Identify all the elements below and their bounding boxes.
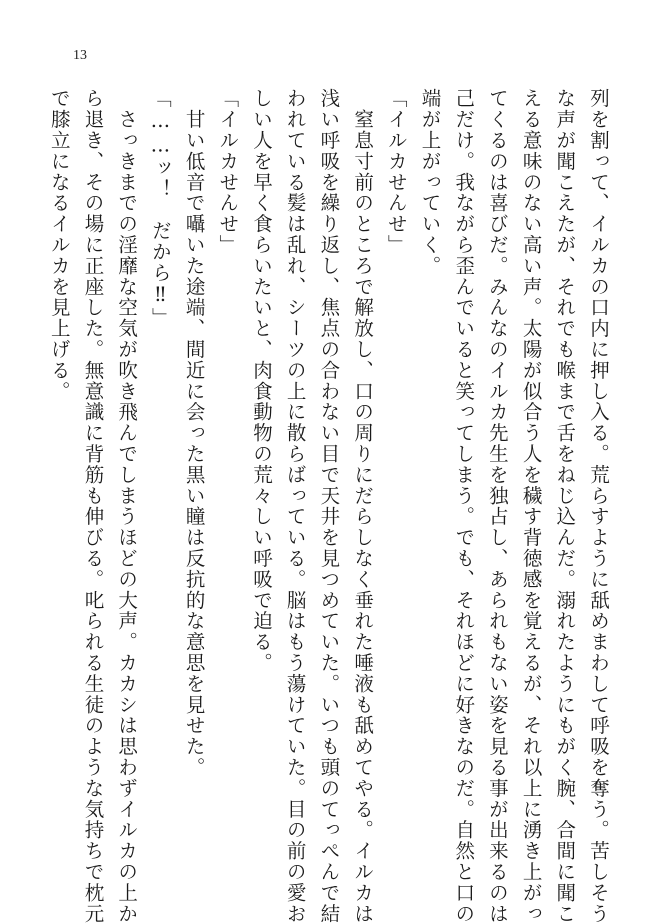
text-line: える意味のない高い声。太陽が似合う人を穢す背徳感を覚えるが、それ以上に湧き上がっ: [519, 88, 543, 924]
text-line: な声が聞こえたが、それでも喉まで舌をねじ込んだ。溺れたようにもがく腕、合間に聞こ: [553, 88, 577, 924]
vertical-body-text: [31, 88, 615, 924]
text-line: 列を割って、イルカの口内に押し入る。荒らすように舐めまわして呼吸を奪う。苦しそう: [587, 88, 610, 924]
text-line: 窒息寸前のところで解放し、口の周りにだらしなく垂れた唾液も舐めてやる。イルカは: [351, 88, 375, 924]
text-line: てくるのは喜びだ。みんなのイルカ先生を独占し、あられもない姿を見る事が出来るのは: [485, 88, 509, 924]
text-line: で膝立になるイルカを見上げる。: [47, 88, 71, 402]
text-line: 端が上がっていく。: [418, 88, 442, 277]
text-line: 「……ッ！ だから‼」: [148, 88, 172, 329]
text-line: 「イルカせんせ」: [216, 88, 240, 256]
text-line: 己だけ。我ながら歪んでいると笑ってしまう。でも、それほどに好きなのだ。自然と口の: [452, 88, 476, 924]
text-line: しい人を早く食らいたいと、肉食動物の荒々しい呼吸で迫る。: [249, 88, 273, 674]
text-line: ら退き、その場に正座した。無意識に背筋も伸びる。叱られる生徒のような気持ちで枕元: [81, 88, 105, 924]
text-line: さっきまでの淫靡な空気が吹き飛んでしまうほどの大声。カカシは思わずイルカの上か: [115, 88, 139, 924]
text-line: 「イルカせんせ」: [384, 88, 408, 256]
text-line: 浅い呼吸を繰り返し、焦点の合わない目で天井を見つめていた。いつも頭のてっぺんで結: [317, 88, 341, 924]
text-line: 甘い低音で囁いた途端、間近に会った黒い瞳は反抗的な意思を見せた。: [182, 88, 206, 778]
text-line: われている髪は乱れ、シーツの上に散らばっている。脳はもう蕩けていた。目の前の愛お: [283, 88, 307, 924]
page-number: 13: [73, 48, 87, 63]
